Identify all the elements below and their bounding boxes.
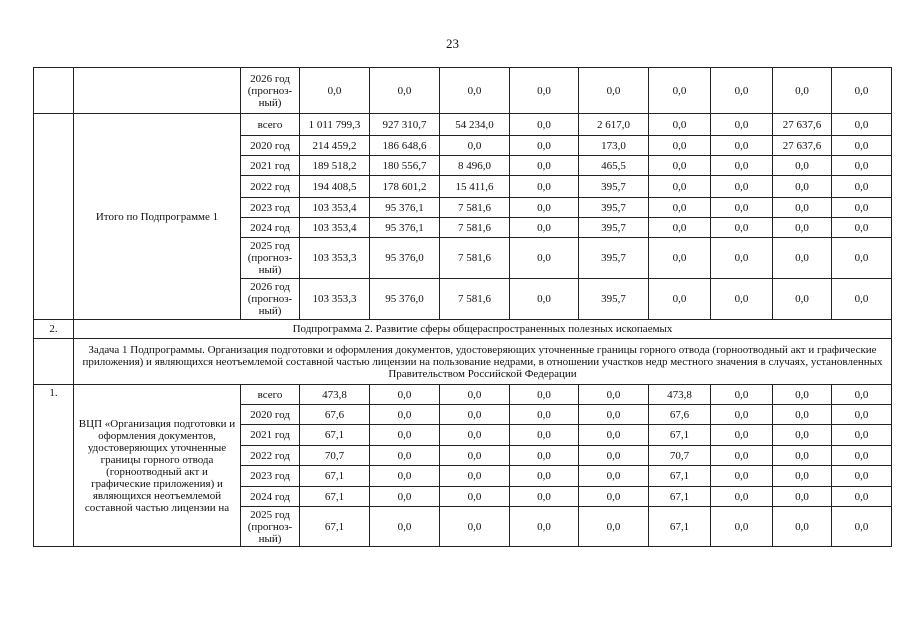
year-cell: 2023 год — [241, 466, 300, 487]
value-cell: 0,0 — [649, 238, 711, 279]
value-cell: 95 376,1 — [370, 198, 440, 218]
table-row — [34, 68, 892, 114]
value-cell: 70,7 — [300, 446, 370, 466]
value-cell: 0,0 — [773, 466, 832, 487]
value-cell: 0,0 — [832, 425, 892, 446]
year-cell: 2025 год (прогноз- ный) — [241, 238, 300, 279]
value-cell: 2 617,0 — [579, 114, 649, 136]
value-cell: 0,0 — [773, 487, 832, 507]
value-cell: 465,5 — [579, 156, 649, 176]
task-row — [34, 339, 892, 385]
value-cell: 0,0 — [579, 487, 649, 507]
value-cell: 0,0 — [711, 466, 773, 487]
value-cell: 0,0 — [510, 279, 579, 320]
value-cell: 27 637,6 — [773, 136, 832, 156]
value-cell: 0,0 — [832, 176, 892, 198]
value-cell: 0,0 — [510, 218, 579, 238]
value-cell: 0,0 — [510, 425, 579, 446]
value-cell: 0,0 — [832, 68, 892, 114]
value-cell: 103 353,4 — [300, 198, 370, 218]
value-cell: 67,1 — [300, 487, 370, 507]
year-cell: 2021 год — [241, 156, 300, 176]
value-cell: 67,6 — [649, 405, 711, 425]
value-cell: 0,0 — [649, 114, 711, 136]
year-cell: 2022 год — [241, 446, 300, 466]
value-cell: 0,0 — [440, 446, 510, 466]
value-cell: 189 518,2 — [300, 156, 370, 176]
value-cell: 7 581,6 — [440, 218, 510, 238]
value-cell: 0,0 — [832, 218, 892, 238]
value-cell: 0,0 — [773, 425, 832, 446]
value-cell: 0,0 — [649, 176, 711, 198]
value-cell: 0,0 — [711, 218, 773, 238]
value-cell: 95 376,0 — [370, 279, 440, 320]
value-cell: 7 581,6 — [440, 198, 510, 218]
value-cell: 0,0 — [832, 136, 892, 156]
value-cell: 0,0 — [832, 466, 892, 487]
value-cell: 95 376,1 — [370, 218, 440, 238]
page-number: 23 — [446, 36, 459, 51]
year-cell: 2025 год (прогноз- ный) — [241, 507, 300, 547]
value-cell: 0,0 — [370, 425, 440, 446]
row-number-cell — [34, 68, 74, 114]
value-cell: 67,1 — [649, 487, 711, 507]
value-cell: 473,8 — [649, 385, 711, 405]
value-cell: 0,0 — [510, 405, 579, 425]
value-cell: 54 234,0 — [440, 114, 510, 136]
value-cell: 194 408,5 — [300, 176, 370, 198]
value-cell: 0,0 — [711, 507, 773, 547]
value-cell: 0,0 — [711, 446, 773, 466]
year-cell: 2024 год — [241, 487, 300, 507]
value-cell: 0,0 — [510, 507, 579, 547]
value-cell: 0,0 — [711, 238, 773, 279]
value-cell: 67,1 — [649, 507, 711, 547]
value-cell: 0,0 — [440, 405, 510, 425]
item-name-cell — [74, 68, 241, 114]
value-cell: 7 581,6 — [440, 279, 510, 320]
value-cell: 0,0 — [773, 405, 832, 425]
value-cell: 395,7 — [579, 218, 649, 238]
value-cell: 0,0 — [773, 385, 832, 405]
value-cell: 0,0 — [649, 218, 711, 238]
value-cell: 0,0 — [440, 136, 510, 156]
value-cell: 0,0 — [440, 425, 510, 446]
value-cell: 0,0 — [711, 405, 773, 425]
value-cell: 0,0 — [440, 385, 510, 405]
value-cell: 395,7 — [579, 238, 649, 279]
value-cell: 0,0 — [773, 446, 832, 466]
year-cell: 2024 год — [241, 218, 300, 238]
value-cell: 0,0 — [370, 446, 440, 466]
value-cell: 0,0 — [773, 156, 832, 176]
value-cell: 0,0 — [370, 466, 440, 487]
value-cell: 214 459,2 — [300, 136, 370, 156]
value-cell: 103 353,4 — [300, 218, 370, 238]
value-cell: 0,0 — [510, 487, 579, 507]
value-cell: 67,1 — [300, 425, 370, 446]
year-cell: 2020 год — [241, 405, 300, 425]
year-cell: 2023 год — [241, 198, 300, 218]
value-cell: 173,0 — [579, 136, 649, 156]
value-cell: 0,0 — [370, 405, 440, 425]
value-cell: 0,0 — [832, 405, 892, 425]
value-cell: 0,0 — [773, 279, 832, 320]
value-cell: 0,0 — [579, 507, 649, 547]
value-cell: 0,0 — [579, 405, 649, 425]
value-cell: 0,0 — [711, 114, 773, 136]
value-cell: 395,7 — [579, 198, 649, 218]
value-cell: 0,0 — [300, 68, 370, 114]
value-cell: 178 601,2 — [370, 176, 440, 198]
task-description: Задача 1 Подпрограммы. Организация подготовки и оформления документов, удостоверяющих уточненные границы горного отвода (горноотводный акт и графические приложения) и являющихся неотъемлемой составной частью лицензии на пользование недрами, в отношении участков недр местного значения в случаях, установленных Правительством Российской Федерации — [74, 339, 892, 385]
value-cell: 0,0 — [510, 156, 579, 176]
value-cell: 67,1 — [649, 425, 711, 446]
value-cell: 0,0 — [510, 466, 579, 487]
value-cell: 0,0 — [832, 507, 892, 547]
value-cell: 0,0 — [440, 68, 510, 114]
year-cell: 2021 год — [241, 425, 300, 446]
value-cell: 0,0 — [649, 68, 711, 114]
value-cell: 0,0 — [370, 487, 440, 507]
value-cell: 0,0 — [440, 487, 510, 507]
table-row — [34, 385, 892, 405]
year-cell: 2022 год — [241, 176, 300, 198]
value-cell: 927 310,7 — [370, 114, 440, 136]
value-cell: 0,0 — [711, 385, 773, 405]
budget-table — [33, 67, 892, 547]
value-cell: 0,0 — [649, 279, 711, 320]
value-cell: 0,0 — [832, 156, 892, 176]
value-cell: 0,0 — [773, 198, 832, 218]
value-cell: 67,1 — [300, 507, 370, 547]
value-cell: 0,0 — [711, 68, 773, 114]
value-cell: 180 556,7 — [370, 156, 440, 176]
value-cell: 0,0 — [579, 68, 649, 114]
value-cell: 0,0 — [832, 114, 892, 136]
year-cell: 2020 год — [241, 136, 300, 156]
value-cell: 0,0 — [510, 198, 579, 218]
row-number-cell — [34, 114, 74, 320]
value-cell: 0,0 — [832, 487, 892, 507]
value-cell: 0,0 — [711, 487, 773, 507]
value-cell: 186 648,6 — [370, 136, 440, 156]
year-cell: 2026 год (прогноз- ный) — [241, 279, 300, 320]
value-cell: 473,8 — [300, 385, 370, 405]
value-cell: 0,0 — [711, 136, 773, 156]
table-row — [34, 114, 892, 136]
value-cell: 0,0 — [440, 466, 510, 487]
value-cell: 95 376,0 — [370, 238, 440, 279]
value-cell: 0,0 — [711, 279, 773, 320]
task-number-cell — [34, 339, 74, 385]
value-cell: 395,7 — [579, 176, 649, 198]
value-cell: 0,0 — [579, 425, 649, 446]
value-cell: 103 353,3 — [300, 238, 370, 279]
value-cell: 0,0 — [773, 507, 832, 547]
value-cell: 395,7 — [579, 279, 649, 320]
subprogram-number: 2. — [34, 320, 74, 339]
value-cell: 0,0 — [649, 136, 711, 156]
value-cell: 70,7 — [649, 446, 711, 466]
value-cell: 0,0 — [510, 238, 579, 279]
year-cell: 2026 год (прогноз- ный) — [241, 68, 300, 114]
value-cell: 7 581,6 — [440, 238, 510, 279]
value-cell: 0,0 — [370, 68, 440, 114]
subprogram-title: Подпрограмма 2. Развитие сферы общераспространенных полезных ископаемых — [74, 320, 892, 339]
value-cell: 0,0 — [510, 114, 579, 136]
value-cell: 0,0 — [773, 176, 832, 198]
value-cell: 0,0 — [510, 385, 579, 405]
value-cell: 0,0 — [440, 507, 510, 547]
value-cell: 0,0 — [711, 425, 773, 446]
value-cell: 0,0 — [649, 156, 711, 176]
value-cell: 0,0 — [579, 446, 649, 466]
value-cell: 0,0 — [510, 68, 579, 114]
value-cell: 0,0 — [370, 507, 440, 547]
value-cell: 0,0 — [832, 238, 892, 279]
value-cell: 0,0 — [510, 446, 579, 466]
value-cell: 0,0 — [579, 466, 649, 487]
value-cell: 0,0 — [832, 446, 892, 466]
value-cell: 0,0 — [711, 156, 773, 176]
value-cell: 1 011 799,3 — [300, 114, 370, 136]
value-cell: 0,0 — [579, 385, 649, 405]
subprogram-row — [34, 320, 892, 339]
row-number-cell: 1. — [34, 385, 74, 547]
value-cell: 0,0 — [510, 176, 579, 198]
value-cell: 103 353,3 — [300, 279, 370, 320]
value-cell: 0,0 — [832, 198, 892, 218]
value-cell: 0,0 — [773, 238, 832, 279]
value-cell: 0,0 — [773, 68, 832, 114]
year-cell: всего — [241, 114, 300, 136]
value-cell: 0,0 — [832, 385, 892, 405]
value-cell: 0,0 — [649, 198, 711, 218]
value-cell: 0,0 — [510, 136, 579, 156]
value-cell: 0,0 — [773, 218, 832, 238]
value-cell: 0,0 — [711, 198, 773, 218]
value-cell: 67,1 — [300, 466, 370, 487]
value-cell: 0,0 — [711, 176, 773, 198]
item-name-cell: Итого по Подпрограмме 1 — [74, 114, 241, 320]
value-cell: 67,1 — [649, 466, 711, 487]
year-cell: всего — [241, 385, 300, 405]
value-cell: 8 496,0 — [440, 156, 510, 176]
value-cell: 0,0 — [832, 279, 892, 320]
value-cell: 0,0 — [370, 385, 440, 405]
value-cell: 15 411,6 — [440, 176, 510, 198]
value-cell: 27 637,6 — [773, 114, 832, 136]
value-cell: 67,6 — [300, 405, 370, 425]
item-name-cell: ВЦП «Организация подготовки и оформления документов, удостоверяющих уточненные границы горного отвода (горноотводный акт и графические приложения) и являющихся неотъемлемой составной частью лицензии на — [74, 385, 241, 547]
